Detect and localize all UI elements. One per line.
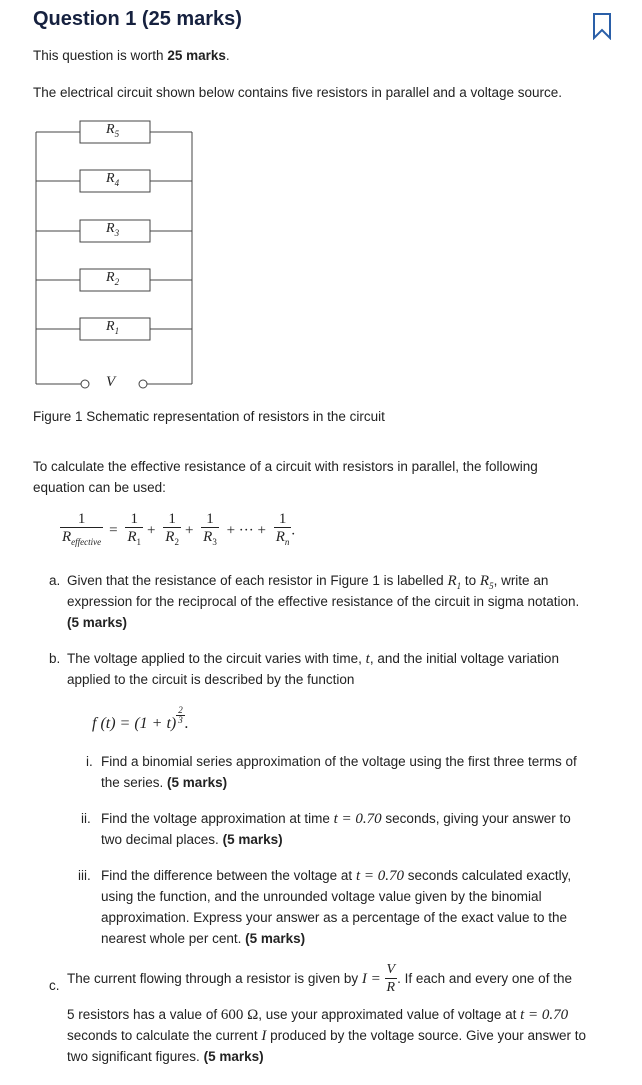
- question-title: Question 1 (25 marks): [33, 8, 242, 30]
- part-a-marks: (5 marks): [67, 615, 128, 630]
- part-b-ii-line1: Find the voltage approximation at time t = 0.70 seconds, giving your answer to: [101, 811, 571, 827]
- worth-text: This question is worth 25 marks.: [33, 48, 230, 63]
- part-b-letter: b.: [49, 651, 61, 666]
- resistor-label-r2: $R_2$: [106, 270, 120, 287]
- part-b-line1: The voltage applied to the circuit varies with time, t, and the initial voltage variation: [67, 651, 559, 667]
- part-b-iii-line1: Find the difference between the voltage at t = 0.70 seconds calculated exactly,: [101, 868, 572, 884]
- equation-intro-2: equation can be used:: [33, 480, 166, 495]
- intro-text: The electrical circuit shown below contains five resistors in parallel and a voltage source.: [33, 85, 563, 100]
- part-b-i-line2: the series. (5 marks): [101, 775, 228, 790]
- bookmark-icon[interactable]: [592, 12, 612, 40]
- part-a-line1: Given that the resistance of each resistor in Figure 1 is labelled $R_1$ to $R_5$, write an: [67, 573, 549, 591]
- part-c-line1: The current flowing through a resistor is given by I = $\frac{V}{R}$ . If each and every one of the: [67, 962, 572, 995]
- part-b-line2: applied to the circuit is described by the function: [67, 672, 355, 687]
- part-c-line2: 5 resistors has a value of 600 Ω, use your approximated value of voltage at t = 0.70: [67, 1007, 569, 1023]
- resistor-label-r4: $R_4$: [106, 171, 120, 188]
- part-b-iii-line2: using the function, and the unrounded voltage value given by the binomial: [101, 889, 542, 904]
- parallel-equation: $\frac{1}{R_{effective}}$ = $\frac{1}{R_1}$ + $\frac{1}{R_2}$ + $\frac{1}{R_3}$ + ··· + $\frac{1}{R_n}$ .: [62, 511, 296, 547]
- voltage-function: f (t) = (1 + t) $^{\frac{2}{3}}$ .: [92, 705, 189, 732]
- part-c-line4: two significant figures. (5 marks): [67, 1049, 264, 1064]
- part-b-iii-line4: nearest whole per cent. (5 marks): [101, 931, 306, 946]
- resistor-label-r5: $R_5$: [106, 122, 120, 139]
- resistor-label-r1: $R_1$: [106, 319, 120, 336]
- part-b-iii-num: iii.: [78, 868, 91, 883]
- part-a-letter: a.: [49, 573, 61, 588]
- circuit-diagram: [34, 117, 196, 389]
- part-b-i-line1: Find a binomial series approximation of the voltage using the first three terms of: [101, 754, 577, 769]
- part-b-ii-line2: two decimal places. (5 marks): [101, 832, 283, 847]
- part-a-line2: expression for the reciprocal of the effective resistance of the circuit in sigma notation.: [67, 594, 580, 609]
- part-b-ii-num: ii.: [81, 811, 91, 826]
- part-b-iii-line3: approximation. Express your answer as a percentage of the exact value to the: [101, 910, 568, 925]
- figure-caption: Figure 1 Schematic representation of resistors in the circuit: [33, 409, 385, 424]
- part-b-i-num: i.: [86, 754, 93, 769]
- voltage-source-label: V: [106, 374, 116, 390]
- part-c-line3: seconds to calculate the current I produced by the voltage source. Give your answer to: [67, 1028, 587, 1044]
- equation-intro-1: To calculate the effective resistance of a circuit with resistors in parallel, the following: [33, 459, 538, 474]
- resistor-label-r3: $R_3$: [106, 221, 120, 238]
- part-c-letter: c.: [49, 978, 60, 993]
